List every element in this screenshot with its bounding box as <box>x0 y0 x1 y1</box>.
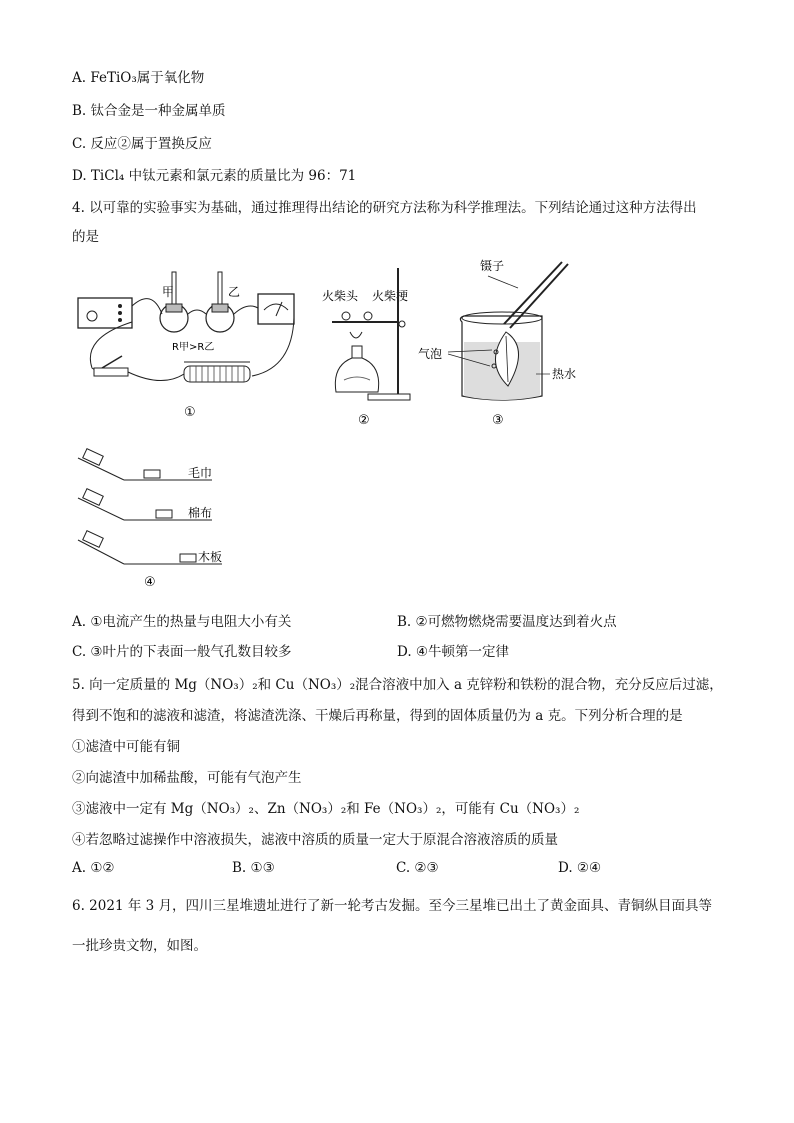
figure-number-4: ④ <box>144 575 156 590</box>
label-jia: 甲 <box>162 285 175 299</box>
q5-statement-3: ③滤液中一定有 Mg（NO₃）₂、Zn（NO₃）₂和 Fe（NO₃）₂，可能有 Cu（NO₃）₂ <box>72 801 580 817</box>
label-cotton: 棉布 <box>188 506 213 520</box>
label-wood: 木板 <box>198 550 223 564</box>
q5-statement-1: ①滤渣中可能有铜 <box>72 739 180 755</box>
q4-option-a: A. ①电流产生的热量与电阻大小有关 <box>72 614 292 630</box>
figure-inclined-planes <box>72 446 242 592</box>
q6-stem-line2: 一批珍贵文物，如图。 <box>72 938 207 954</box>
figure-number-1: ① <box>184 405 196 420</box>
q5-option-b: B. ①③ <box>232 860 275 876</box>
q5-option-d: D. ②④ <box>558 860 602 876</box>
q3-option-a: A. FeTiO₃属于氧化物 <box>72 70 205 86</box>
q6-stem-line1: 6. 2021 年 3 月，四川三星堆遗址进行了新一轮考古发掘。至今三星堆已出土了黄金面具、青铜纵目面具等 <box>72 898 712 914</box>
q4-option-b: B. ②可燃物燃烧需要温度达到着火点 <box>397 614 617 630</box>
q4-stem-line1: 4. 以可靠的实验事实为基础，通过推理得出结论的研究方法称为科学推理法。下列结论通过这种方法得出 <box>72 200 697 216</box>
figure-number-2: ② <box>358 413 370 428</box>
figure-leaf-hot-water <box>418 252 608 430</box>
q5-statement-4: ④若忽略过滤操作中溶液损失，滤液中溶质的质量一定大于原混合溶液溶质的质量 <box>72 832 558 848</box>
q4-option-d: D. ④牛顿第一定律 <box>397 644 510 660</box>
figure-number-3: ③ <box>492 413 504 428</box>
label-hot-water: 热水 <box>552 367 577 381</box>
label-towel: 毛巾 <box>188 466 213 480</box>
figure-circuit <box>72 258 302 428</box>
label-resistance: R甲>R乙 <box>172 342 215 353</box>
q4-stem-line2: 的是 <box>72 229 99 245</box>
label-match-stick: 火柴梗 <box>372 289 409 303</box>
q3-option-b: B. 钛合金是一种金属单质 <box>72 103 226 119</box>
label-tweezers: 镊子 <box>480 259 505 273</box>
q5-option-c: C. ②③ <box>396 860 439 876</box>
q5-option-a: A. ①② <box>72 860 115 876</box>
label-match-head: 火柴头 <box>322 289 359 303</box>
q5-stem-line2: 得到不饱和的滤液和滤渣，将滤渣洗涤、干燥后再称量，得到的固体质量仍为 a 克。下列分析合理的是 <box>72 708 683 724</box>
label-yi: 乙 <box>228 285 241 299</box>
q5-statement-2: ②向滤渣中加稀盐酸，可能有气泡产生 <box>72 770 302 786</box>
q5-stem-line1: 5. 向一定质量的 Mg（NO₃）₂和 Cu（NO₃）₂混合溶液中加入 a 克锌粉和铁粉的混合物，充分反应后过滤， <box>72 677 723 693</box>
label-bubble: 气泡 <box>418 347 443 361</box>
q3-option-c: C. 反应②属于置换反应 <box>72 136 212 152</box>
figure-match-burning <box>322 262 422 428</box>
q3-option-d: D. TiCl₄ 中钛元素和氯元素的质量比为 96：71 <box>72 168 357 184</box>
q4-option-c: C. ③叶片的下表面一般气孔数目较多 <box>72 644 292 660</box>
